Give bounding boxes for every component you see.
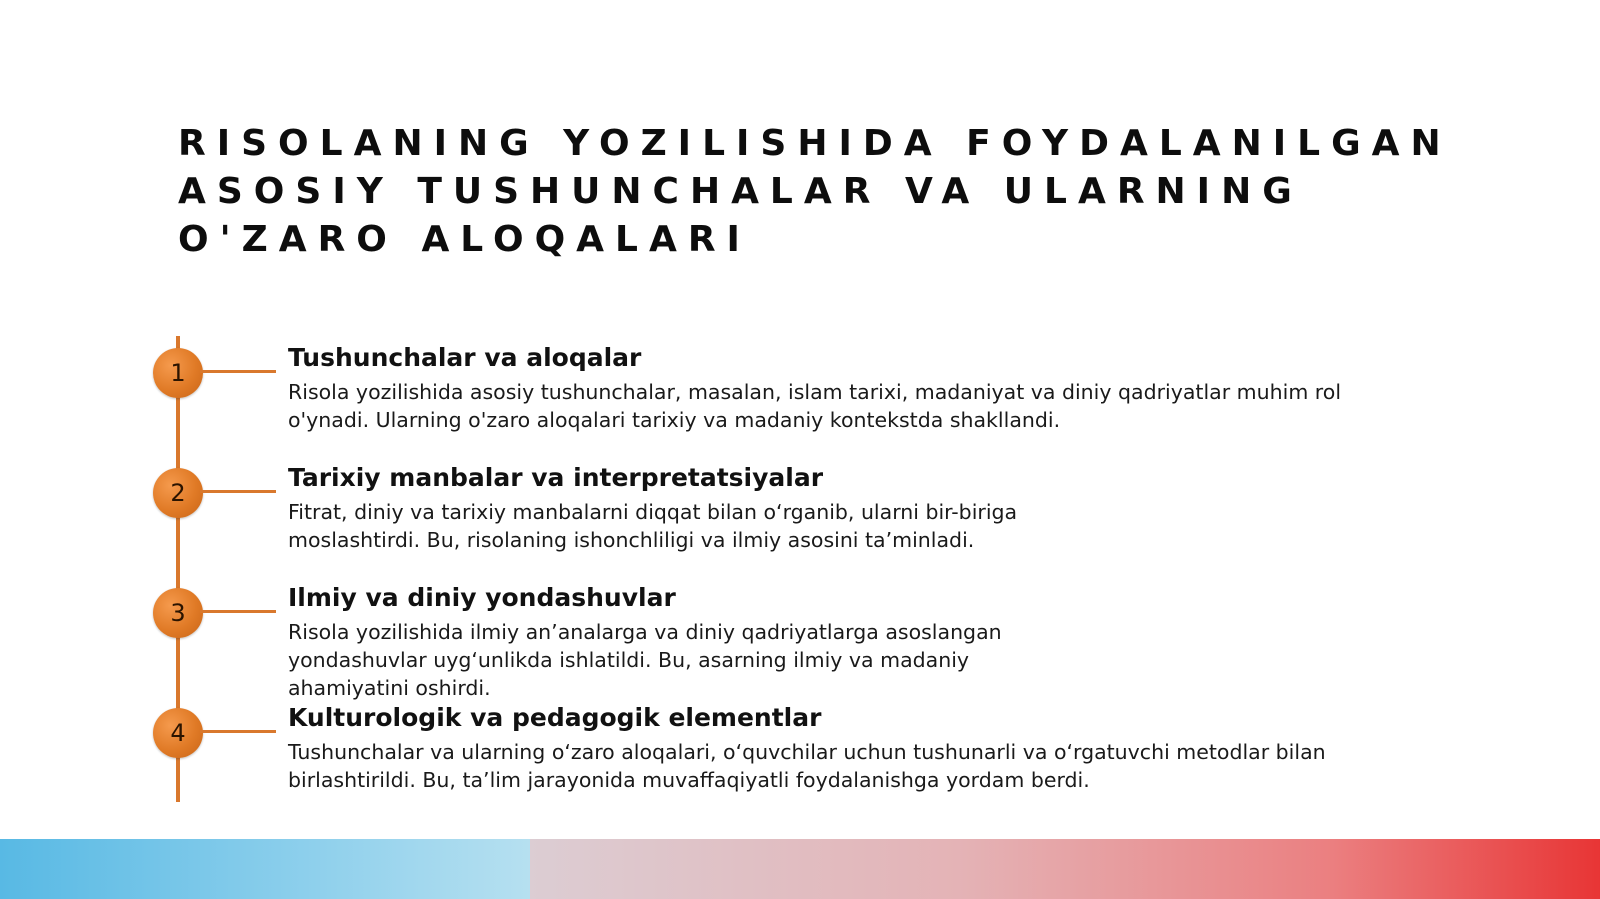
slide-title xyxy=(178,120,1578,264)
timeline-item-3-heading: Ilmiy va diniy yondashuvlar xyxy=(288,583,676,612)
timeline-connector-1 xyxy=(200,370,276,373)
timeline-item-1-text-line-2: o'ynadi. Ularning o'zaro aloqalari tarixiy va madaniy kontekstda shakllandi. xyxy=(288,408,1061,432)
footer-bar-blue-segment xyxy=(0,839,530,899)
slide-title-line-3: O'ZARO ALOQALARI xyxy=(178,219,751,260)
timeline-item-3-text-line-3: ahamiyatini oshirdi. xyxy=(288,676,491,700)
timeline-item-4-text-line-2: birlashtirildi. Bu, ta’lim jarayonida muvaffaqiyatli foydalanishga yordam berdi. xyxy=(288,768,1090,792)
timeline-item-2-text-line-2: moslashtirdi. Bu, risolaning ishonchliligi va ilmiy asosini ta’minladi. xyxy=(288,528,975,552)
timeline-node-4: 4 xyxy=(153,708,203,758)
timeline-item-3-text-line-2: yondashuvlar uyg‘unlikda ishlatildi. Bu, asarning ilmiy va madaniy xyxy=(288,648,970,672)
timeline-connector-4 xyxy=(200,730,276,733)
timeline-item-3-text-line-1: Risola yozilishida ilmiy an’analarga va diniy qadriyatlarga asoslangan xyxy=(288,620,1002,644)
timeline-node-3: 3 xyxy=(153,588,203,638)
timeline-connector-2 xyxy=(200,490,276,493)
timeline-item-3-text xyxy=(288,618,1002,702)
timeline-item-4-text-line-1: Tushunchalar va ularning o‘zaro aloqalari, o‘quvchilar uchun tushunarli va o‘rgatuvchi metodlar bilan xyxy=(288,740,1326,764)
footer-bar-red-segment xyxy=(530,839,1600,899)
slide-title-line-1: RISOLANING YOZILISHIDA FOYDALANILGAN xyxy=(178,123,1452,164)
timeline-item-4-text xyxy=(288,738,1326,794)
timeline-item-4-heading: Kulturologik va pedagogik elementlar xyxy=(288,703,822,732)
slide-title-line-2: ASOSIY TUSHUNCHALAR VA ULARNING xyxy=(178,171,1303,212)
footer-gradient-bar xyxy=(0,839,1600,899)
timeline-item-1-text xyxy=(288,378,1341,434)
timeline-node-1: 1 xyxy=(153,348,203,398)
timeline-item-2-text-line-1: Fitrat, diniy va tarixiy manbalarni diqqat bilan o‘rganib, ularni bir-biriga xyxy=(288,500,1018,524)
timeline-item-1-heading: Tushunchalar va aloqalar xyxy=(288,343,642,372)
timeline-item-2-heading: Tarixiy manbalar va interpretatsiyalar xyxy=(288,463,824,492)
timeline-connector-3 xyxy=(200,610,276,613)
timeline-node-2: 2 xyxy=(153,468,203,518)
timeline-item-1-text-line-1: Risola yozilishida asosiy tushunchalar, masalan, islam tarixi, madaniyat va diniy qadriyatlar muhim rol xyxy=(288,380,1342,404)
timeline-item-2-text xyxy=(288,498,1017,554)
